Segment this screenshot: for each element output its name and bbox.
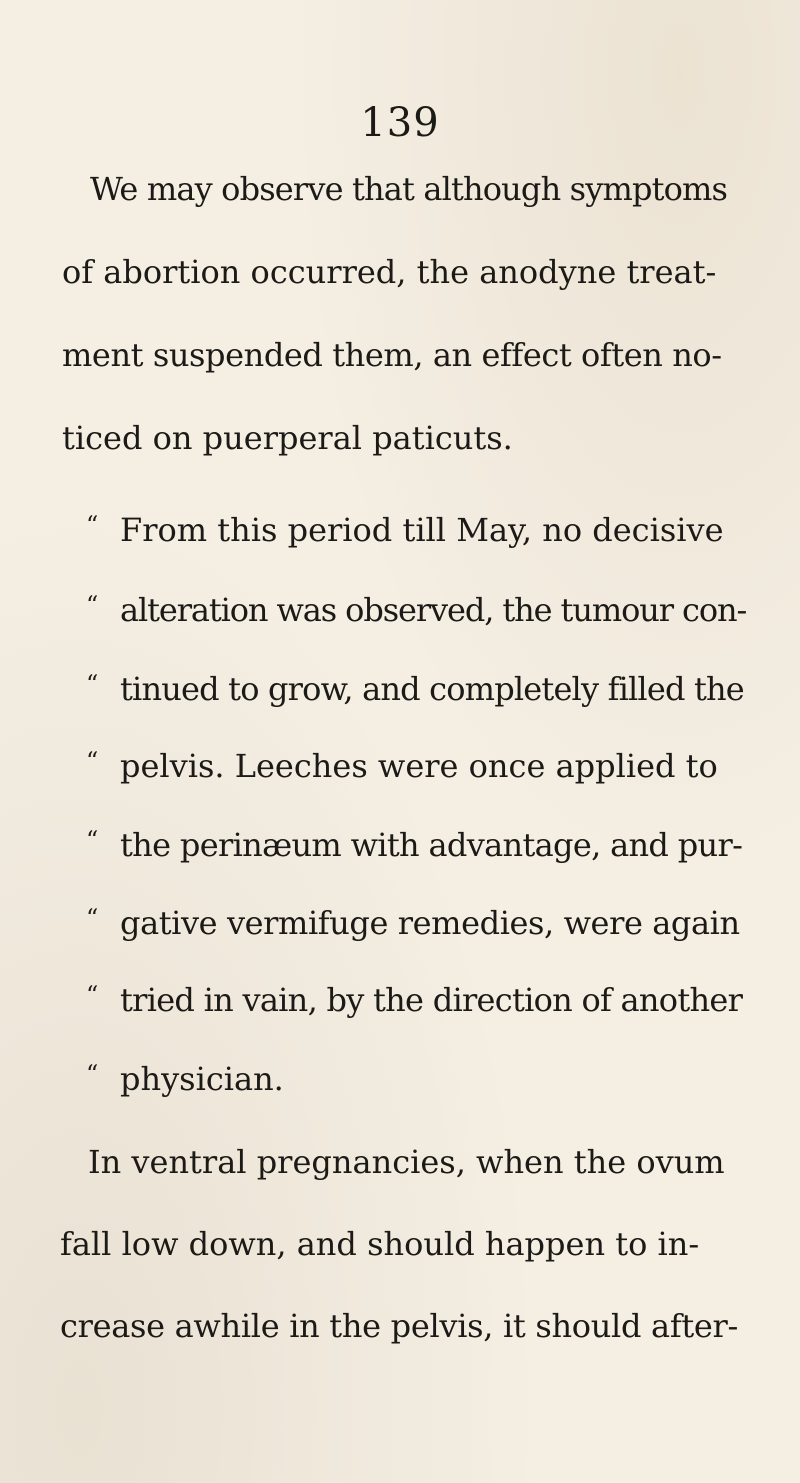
line-text: From this period till May, no decisive [120, 511, 724, 549]
line-text: pelvis. Leeches were once applied to [120, 747, 718, 785]
line-text: ment suspended them, an effect often no- [62, 336, 722, 374]
paragraph-1-line-3 [62, 335, 722, 375]
line-text: alteration was observed, the tumour con- [120, 591, 747, 629]
paragraph-2-line-1 [86, 505, 736, 549]
line-text: gative vermifuge remedies, were again [120, 904, 740, 942]
quote-mark: “ [86, 904, 98, 932]
paragraph-1-line-2 [62, 252, 717, 292]
paragraph-3-line-2 [60, 1224, 732, 1264]
line-text: of abortion occurred, the anodyne treat- [62, 253, 717, 291]
paragraph-2-line-8 [86, 1054, 346, 1098]
quote-mark: “ [86, 591, 98, 619]
quote-mark: “ [86, 747, 99, 775]
paragraph-2-line-2 [86, 585, 747, 629]
line-text: ticed on puerperal paticuts. [62, 419, 513, 457]
paragraph-3-line-1 [88, 1142, 733, 1182]
line-text: the perinæum with advantage, and pur- [120, 826, 743, 864]
paragraph-2-line-5 [86, 820, 743, 864]
paragraph-1-line-4 [62, 418, 562, 458]
line-text: fall low down, and should happen to in- [60, 1225, 700, 1263]
line-text: In ventral pregnancies, when the ovum [88, 1143, 725, 1181]
quote-mark: “ [86, 826, 98, 854]
paragraph-2-line-3 [86, 664, 744, 708]
page-number: 139 [360, 100, 440, 146]
quote-mark: “ [86, 1060, 99, 1088]
paragraph-3-line-3 [60, 1306, 739, 1346]
line-text: tinued to grow, and completely filled the [120, 670, 744, 708]
line-text: tried in vain, by the direction of another [120, 981, 743, 1019]
quote-mark: “ [86, 670, 98, 698]
line-text: We may observe that although symptoms [90, 170, 728, 208]
paragraph-1-line-1 [90, 169, 728, 209]
paragraph-2-line-4 [86, 741, 736, 785]
paragraph-2-line-6 [86, 898, 740, 942]
paragraph-2-line-7 [86, 975, 743, 1019]
quote-mark: “ [86, 981, 98, 1009]
line-text: crease awhile in the pelvis, it should after- [60, 1307, 739, 1345]
line-text: physician. [120, 1060, 284, 1098]
quote-mark: “ [86, 511, 99, 539]
